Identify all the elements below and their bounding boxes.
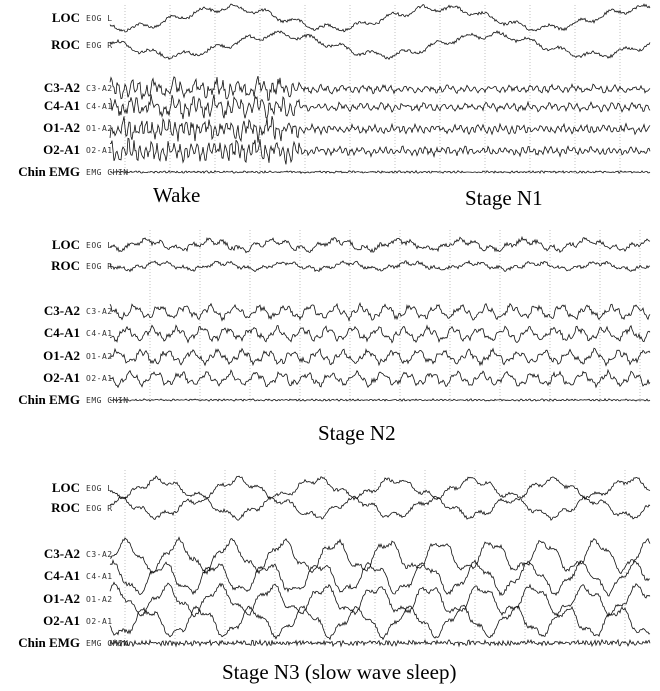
- channel-label-c3-a2: C3-A2: [43, 546, 80, 561]
- channel-label-o1-a2: O1-A2: [43, 591, 80, 606]
- eeg-trace-c3-a2: [110, 303, 650, 320]
- eeg-trace-c4-a1: [110, 560, 650, 596]
- channel-tag-loc: EOG L: [86, 484, 113, 493]
- stage-label-wake: Wake: [153, 183, 201, 207]
- channel-label-c4-a1: C4-A1: [43, 98, 80, 113]
- stage-label-n1: Stage N1: [465, 186, 543, 210]
- eog-trace-roc: [110, 261, 650, 272]
- channel-tag-loc: EOG L: [86, 14, 113, 23]
- eeg-trace-c4-a1: [110, 94, 650, 119]
- channel-label-roc: ROC: [51, 37, 80, 52]
- channel-label-chin-emg: Chin EMG: [18, 635, 80, 650]
- eeg-trace-c3-a2: [110, 537, 650, 573]
- channel-tag-chin-emg: EMG CHIN: [86, 639, 129, 648]
- channel-tag-c4-a1: C4-A1: [86, 102, 113, 111]
- eeg-trace-c3-a2: [110, 76, 650, 100]
- channel-tag-chin-emg: EMG CHIN: [86, 168, 129, 177]
- eeg-trace-o2-a1: [110, 370, 650, 387]
- channel-tag-roc: EOG R: [86, 41, 113, 50]
- channel-label-c3-a2: C3-A2: [43, 303, 80, 318]
- channel-label-loc: LOC: [51, 237, 80, 252]
- channel-tag-o2-a1: O2-A1: [86, 146, 113, 155]
- emg-trace-chin: [110, 640, 650, 646]
- emg-trace-chin: [110, 399, 650, 401]
- eeg-trace-o1-a2: [110, 348, 650, 365]
- channel-tag-c4-a1: C4-A1: [86, 329, 113, 338]
- channel-tag-loc: EOG L: [86, 241, 113, 250]
- eog-trace-loc: [110, 237, 650, 252]
- eeg-trace-o2-a1: [110, 605, 650, 639]
- channel-label-c3-a2: C3-A2: [43, 80, 80, 95]
- channel-label-o2-a1: O2-A1: [43, 370, 80, 385]
- channel-label-o1-a2: O1-A2: [43, 120, 80, 135]
- channel-label-loc: LOC: [51, 480, 80, 495]
- eog-trace-loc: [110, 476, 650, 500]
- eog-trace-roc: [110, 496, 650, 520]
- channel-label-o2-a1: O2-A1: [43, 142, 80, 157]
- channel-tag-c3-a2: C3-A2: [86, 307, 113, 316]
- stage-label-n2: Stage N2: [318, 421, 396, 445]
- channel-tag-roc: EOG R: [86, 504, 113, 513]
- eog-trace-loc: [110, 4, 650, 32]
- channel-label-loc: LOC: [51, 10, 80, 25]
- channel-label-o2-a1: O2-A1: [43, 613, 80, 628]
- channel-tag-o1-a2: O1-A2: [86, 124, 113, 133]
- channel-tag-o2-a1: O2-A1: [86, 617, 113, 626]
- channel-label-roc: ROC: [51, 500, 80, 515]
- channel-label-roc: ROC: [51, 258, 80, 273]
- stage-label-n3: Stage N3 (slow wave sleep): [222, 660, 457, 684]
- channel-label-chin-emg: Chin EMG: [18, 164, 80, 179]
- channel-tag-c3-a2: C3-A2: [86, 550, 113, 559]
- channel-tag-o1-a2: O1-A2: [86, 352, 113, 361]
- channel-tag-chin-emg: EMG CHIN: [86, 396, 129, 405]
- eog-trace-roc: [110, 31, 650, 59]
- eeg-trace-o2-a1: [110, 138, 650, 164]
- channel-tag-o2-a1: O2-A1: [86, 374, 113, 383]
- channel-label-chin-emg: Chin EMG: [18, 392, 80, 407]
- channel-label-o1-a2: O1-A2: [43, 348, 80, 363]
- eeg-trace-c4-a1: [110, 325, 650, 342]
- emg-trace-chin: [110, 171, 650, 174]
- channel-tag-c3-a2: C3-A2: [86, 84, 113, 93]
- eeg-trace-o1-a2: [110, 116, 650, 143]
- channel-tag-c4-a1: C4-A1: [86, 572, 113, 581]
- eeg-trace-o1-a2: [110, 582, 650, 617]
- channel-tag-o1-a2: O1-A2: [86, 595, 113, 604]
- channel-label-c4-a1: C4-A1: [43, 325, 80, 340]
- channel-label-c4-a1: C4-A1: [43, 568, 80, 583]
- channel-tag-roc: EOG R: [86, 262, 113, 271]
